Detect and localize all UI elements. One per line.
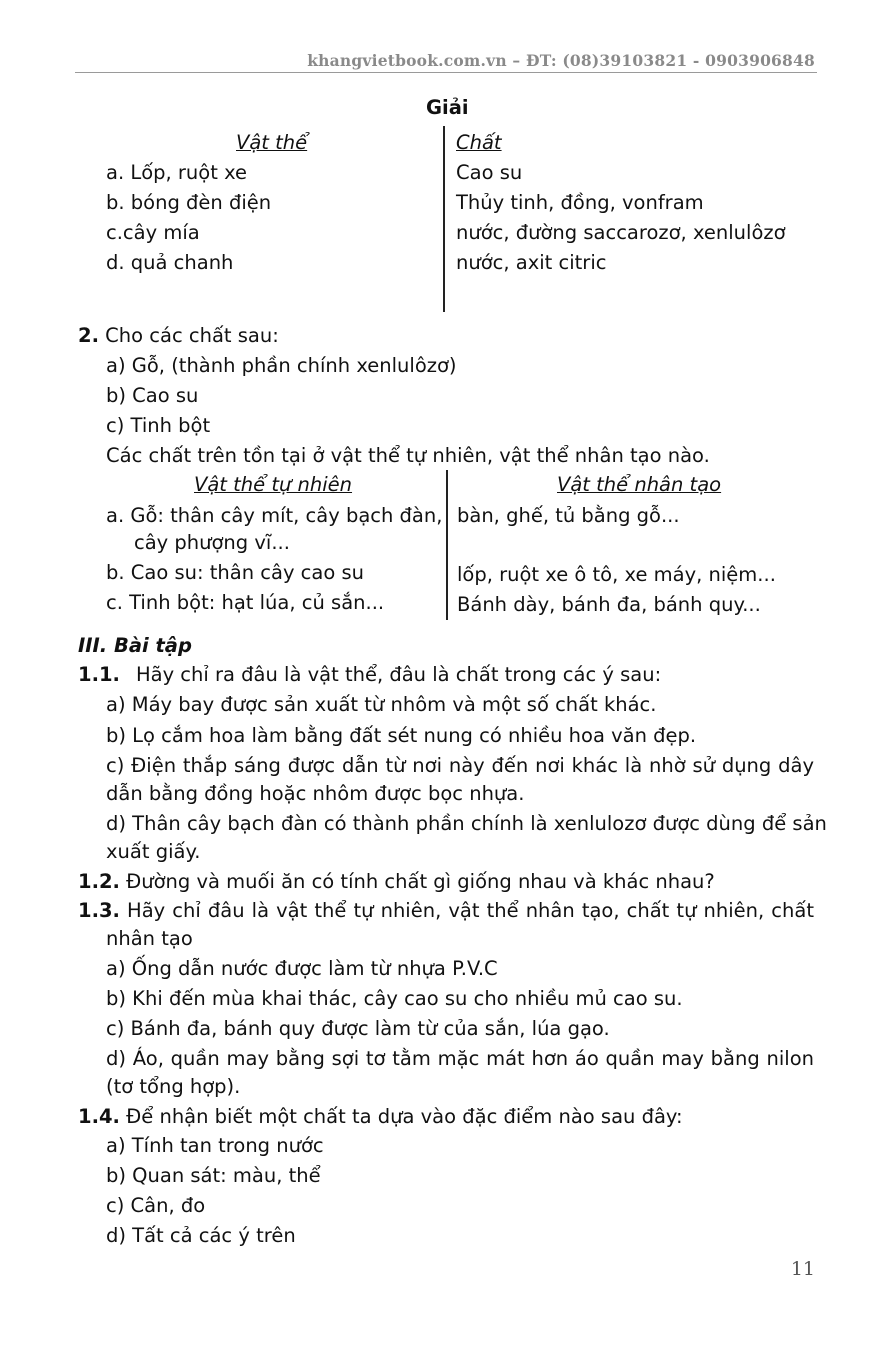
exercise-item: b) Lọ cắm hoa làm bằng đất sét nung có nhiều hoa văn đẹp. xyxy=(106,724,697,747)
q2-item: b) Cao su xyxy=(106,384,199,407)
exercise-1-3 xyxy=(78,898,814,924)
exercise-text: Để nhận biết một chất ta dựa vào đặc điểm nào sau đây: xyxy=(119,1105,683,1128)
exercise-text: Hãy chỉ ra đâu là vật thể, đâu là chất trong các ý sau: xyxy=(135,663,662,686)
table2-row-left: a. Gỗ: thân cây mít, cây bạch đàn, xyxy=(106,504,443,527)
q2-item: a) Gỗ, (thành phần chính xenlulôzơ) xyxy=(106,354,457,377)
table1-row-left: c.cây mía xyxy=(106,221,200,244)
page-header: khangvietbook.com.vn – ĐT: (08)39103821 - 0903906848 xyxy=(307,51,815,70)
table1-row-right: nước, axit citric xyxy=(456,251,607,274)
exercise-item: a) Máy bay được sản xuất từ nhôm và một số chất khác. xyxy=(106,693,657,716)
solution-title: Giải xyxy=(426,96,469,119)
exercise-text-cont: nhân tạo xyxy=(106,927,193,950)
exercise-item: d) Tất cả các ý trên xyxy=(106,1224,296,1247)
exercise-1-4 xyxy=(78,1104,683,1130)
table2-row-left: c. Tinh bột: hạt lúa, củ sắn... xyxy=(106,591,385,614)
table2-row-right: bàn, ghế, tủ bằng gỗ... xyxy=(457,504,680,527)
table2-head-right: Vật thể nhân tạo xyxy=(557,473,722,496)
table2-row-right: lốp, ruột xe ô tô, xe máy, niệm... xyxy=(457,563,776,586)
exercise-number: 1.1. xyxy=(78,663,120,686)
exercise-1-2 xyxy=(78,869,715,895)
exercise-text: Hãy chỉ đâu là vật thể tự nhiên, vật thể nhân tạo, chất tự nhiên, chất xyxy=(119,899,814,922)
exercise-item: c) Bánh đa, bánh quy được làm từ của sắn, lúa gạo. xyxy=(106,1017,610,1040)
exercise-item-cont: dẫn bằng đồng hoặc nhôm được bọc nhựa. xyxy=(106,782,525,805)
exercise-number: 1.2. xyxy=(78,870,120,893)
table1-head-right: Chất xyxy=(456,131,502,154)
exercise-number: 1.3. xyxy=(78,899,120,922)
table2-divider xyxy=(446,470,448,620)
exercise-item-cont: xuất giấy. xyxy=(106,840,201,863)
exercise-item: a) Tính tan trong nước xyxy=(106,1134,324,1157)
question-number: 2. xyxy=(78,324,99,347)
table1-row-left: a. Lốp, ruột xe xyxy=(106,161,248,184)
table1-row-right: Cao su xyxy=(456,161,523,184)
exercise-number: 1.4. xyxy=(78,1105,120,1128)
exercise-item: d) Áo, quần may bằng sợi tơ tằm mặc mát hơn áo quần may bằng nilon xyxy=(106,1047,814,1070)
exercise-item: d) Thân cây bạch đàn có thành phần chính là xenlulozơ được dùng để sản xyxy=(106,812,827,835)
table1-divider xyxy=(443,126,445,312)
table1-row-right: nước, đường saccarozơ, xenlulôzơ xyxy=(456,221,786,244)
header-rule xyxy=(75,72,817,73)
table1-row-left: b. bóng đèn điện xyxy=(106,191,272,214)
exercise-item: c) Điện thắp sáng được dẫn từ nơi này đến nơi khác là nhờ sử dụng dây xyxy=(106,754,814,777)
exercise-item: a) Ống dẫn nước được làm từ nhựa P.V.C xyxy=(106,957,498,980)
table1-row-right: Thủy tinh, đồng, vonfram xyxy=(456,191,704,214)
exercise-item: b) Khi đến mùa khai thác, cây cao su cho nhiều mủ cao su. xyxy=(106,987,683,1010)
table2-row-right: Bánh dày, bánh đa, bánh quy... xyxy=(457,593,761,616)
question-text: Cho các chất sau: xyxy=(98,324,279,347)
question-2 xyxy=(78,323,279,349)
q2-item: c) Tinh bột xyxy=(106,414,211,437)
table1-row-left: d. quả chanh xyxy=(106,251,234,274)
exercise-1-1 xyxy=(78,662,661,688)
exercise-text: Đường và muối ăn có tính chất gì giống nhau và khác nhau? xyxy=(119,870,715,893)
table2-row-left-cont: cây phượng vĩ... xyxy=(134,531,290,554)
table2-head-left: Vật thể tự nhiên xyxy=(194,473,353,496)
table2-row-left: b. Cao su: thân cây cao su xyxy=(106,561,364,584)
section-title: III. Bài tập xyxy=(78,634,192,657)
table1-head-left: Vật thể xyxy=(236,131,308,154)
exercise-item-cont: (tơ tổng hợp). xyxy=(106,1075,241,1098)
exercise-item: b) Quan sát: màu, thể xyxy=(106,1164,321,1187)
page-number: 11 xyxy=(790,1258,815,1280)
exercise-item: c) Cân, đo xyxy=(106,1194,206,1217)
q2-question: Các chất trên tồn tại ở vật thể tự nhiên, vật thể nhân tạo nào. xyxy=(106,444,710,467)
